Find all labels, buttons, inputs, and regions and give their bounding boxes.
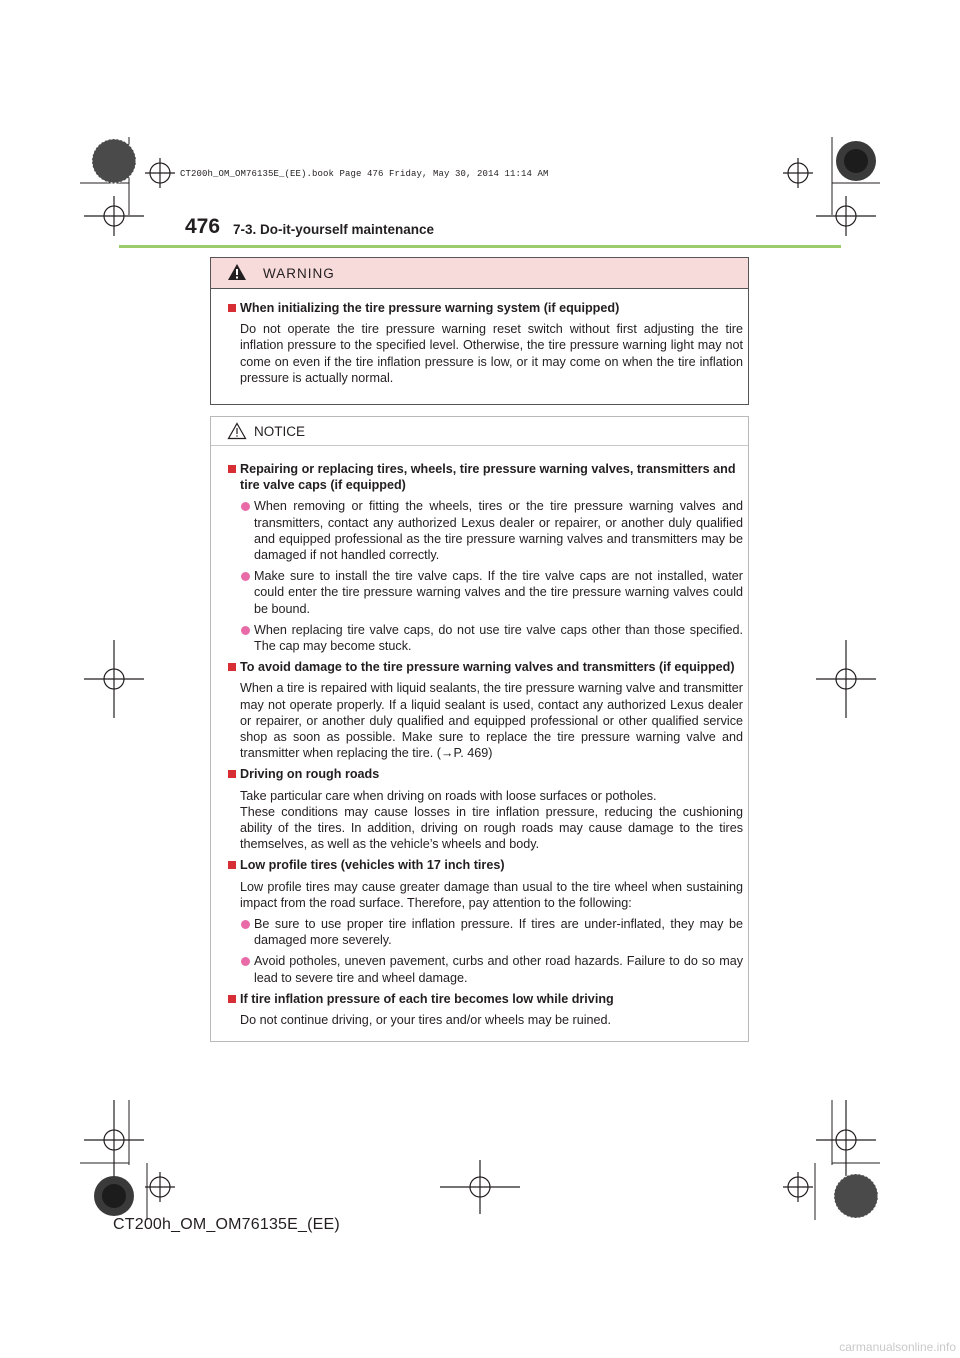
notice-text: These conditions may cause losses in tire inflation pressure, reducing the cushioning ability of the tires. In addition, driving on rough roads may cause damage to the tires themselves, as well as the vehicle’s wheels and body. [240,804,743,852]
notice-heading-rough-roads: Driving on rough roads [228,766,743,782]
notice-box [210,416,749,1042]
warning-heading: When initializing the tire pressure warning system (if equipped) [228,300,743,316]
notice-heading-low-profile: Low profile tires (vehicles with 17 inch tires) [228,857,743,873]
notice-bullet: When removing or fitting the wheels, tires or the tire pressure warning valves and transmitters, contact any authorized Lexus dealer or repairer, or another duly qualified and equipped professional as the tire pressure warning valves and transmitters may be damaged if not handled correctly. [228,498,743,563]
warning-header [211,258,748,289]
notice-bullet: Be sure to use proper tire inflation pressure. If tires are under-inflated, they may be damaged more severely. [228,916,743,948]
notice-heading-repair: Repairing or replacing tires, wheels, tire pressure warning valves, transmitters and tire valve caps (if equipped) [228,461,743,493]
page-number: 476 [185,215,221,238]
section-title: 7-3. Do-it-yourself maintenance [233,222,435,237]
notice-heading-avoid-damage: To avoid damage to the tire pressure warning valves and transmitters (if equipped) [228,659,743,675]
header-rule [119,245,841,248]
notice-text: Low profile tires may cause greater damage than usual to the tire wheel when sustaining impact from the road surface. Therefore, pay attention to the following: [240,879,743,910]
warning-box [210,257,749,405]
book-info-line: CT200h_OM_OM76135E_(EE).book Page 476 Friday, May 30, 2014 11:14 AM [180,169,549,179]
notice-bullet: When replacing tire valve caps, do not use tire valve caps other than those specified. The cap may become stuck. [228,622,743,654]
notice-bullet: Make sure to install the tire valve caps. If the tire valve caps are not installed, water could enter the tire pressure warning valves and the tire pressure warning valves could be bound. [228,568,743,617]
notice-label: NOTICE [254,424,306,439]
warning-triangle-icon [227,263,247,281]
notice-text: Do not continue driving, or your tires and/or wheels may be ruined. [240,1013,612,1028]
notice-header [211,417,748,446]
warning-label: WARNING [263,266,335,281]
caution-triangle-icon [227,422,247,440]
notice-text: When a tire is repaired with liquid sealants, the tire pressure warning valve and transmitter may not operate properly. If a liquid sealant is used, contact any authorized Lexus dealer or repairer, or another duly qualified and equipped professional or other qualified service shop as soon as possible. Make sure to replace the tire pressure warning valve and transmitter when replacing the tire. (→P. 469) [240,681,743,761]
notice-text: Take particular care when driving on roads with loose surfaces or potholes. [240,788,657,803]
notice-bullet: Avoid potholes, uneven pavement, curbs and other road hazards. Failure to do so may lead to severe tire and wheel damage. [228,953,743,985]
watermark: carmanualsonline.info [839,1340,956,1354]
warning-text: Do not operate the tire pressure warning reset switch without first adjusting the tire inflation pressure to the specified level. Otherwise, the tire pressure warning light may not come on even if the tire inflation pressure is low, or it may come on when the tire inflation pressure is actually normal. [240,322,743,385]
footer-manual-code: CT200h_OM_OM76135E_(EE) [113,1216,340,1233]
notice-heading-low-pressure: If tire inflation pressure of each tire becomes low while driving [228,991,743,1007]
